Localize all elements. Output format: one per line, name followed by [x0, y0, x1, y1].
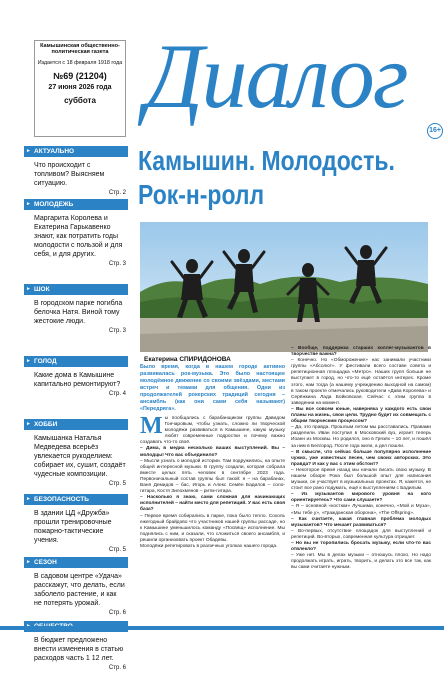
- interview-question: – Но вы не торопились бросать музыку, если что-то вас отвлекло?: [291, 541, 431, 553]
- section-header-city[interactable]: ► ГОЛОД: [24, 356, 128, 367]
- interview-answer: – Конечно. Но «Обморожение» нас занимали участники группы «Абсолют». У фестивали всего составе совета и репетиционная площадка «Метро». Наших групп больше не выступает в город, но что-то ещё остаётся интерес. Кроме этого, нам тогда (а нашему учреждению выходной на самом) в таком проекте отмечались руководители «Дава Королева» и Серёжкина Лада Бойковская. Сейчас с этим группа в заведении на момент.: [291, 358, 431, 406]
- issue-date: 27 июня 2026 года: [48, 84, 112, 92]
- newspaper-logo: Диалог: [145, 25, 407, 127]
- headline-line-1: Камышин. Молодость.: [138, 145, 395, 176]
- band-photo-image: [140, 222, 428, 352]
- issue-info-box: [34, 40, 126, 137]
- sidebar: [24, 146, 128, 671]
- sidebar-item-text: В бюджет предложено внести изменения в статью расходов часть 1 12 лет.: [34, 637, 124, 662]
- since-label: Издается с 18 февраля 1918 года: [37, 59, 123, 66]
- interview-question: – Вообще, поддержка старших коллег-музыкантов в творчестве важна?: [291, 346, 431, 358]
- issue-weekday: суббота: [64, 96, 96, 106]
- band-photo: [140, 222, 428, 352]
- page-ref: Стр. 6: [108, 665, 126, 671]
- article-lead: Было время, когда в нашем городе активно развивалась рок-музыка. Это было настоящее молодёжное движение со своими звёздами, местами встреч и темами для общения. Одни из продолжателей рокерских традиций сегодня – ансамбль (как они сами себя называют) «Передряга».: [140, 364, 285, 412]
- page-ref: Стр. 3: [108, 328, 126, 334]
- issue-number: №69 (21204): [53, 71, 107, 82]
- sidebar-item[interactable]: [24, 157, 128, 199]
- interview-answer: – Первое время собирались в парке, пока было тепло. Сохоль ежегодный брайдово что участников нашей группы рассаде, но к Камышине уменьшилось команду «Посвящ» исполнение. Мы поднялись с ним, и сказали, что сложиться своего ансамбля, и решили организовать проект Обадевы.: [140, 513, 285, 543]
- masthead: [0, 0, 444, 140]
- interview-question: – Дима, в медиа несколько ваших выступлений. Вы – молодцы! Что вас объединило?: [140, 446, 285, 458]
- page-ref: Стр. 6: [108, 610, 126, 616]
- interview-answer: – Мысли узнать о молодой истории. Там подружились, на опыте общей интересной музыки. В группу создали, которая собрала вместе целых пять человек в сентябре 2023 года. Первоначальный состав группы был такой: я – на барабанах, Ваня Демидов – бас, Игорь и Алекс Семён Бадилов – соло-гитара, Костя Зилохмянов – ритм-гитара.: [140, 458, 285, 495]
- sidebar-item-text: Какие дома в Камышине капитально ремонтируют?: [34, 372, 121, 388]
- sidebar-item[interactable]: [24, 632, 128, 671]
- section-header-season[interactable]: ► СЕЗОН: [24, 557, 128, 568]
- section-header-youth[interactable]: ► МОЛОДЕЖЬ: [24, 199, 128, 210]
- headline-line-2: Рок-н-ролл: [138, 179, 265, 210]
- sidebar-item-text: Маргарита Королева и Екатерина Гарькавенко знают, как потратить годы молодости с пользой и для себя, и для других.: [34, 215, 123, 258]
- sidebar-item[interactable]: [24, 295, 128, 356]
- page-ref: Стр. 2: [108, 190, 126, 196]
- article-column-left: [140, 364, 285, 550]
- sidebar-item[interactable]: [24, 568, 128, 621]
- bottom-rule: [0, 626, 444, 630]
- age-rating-badge: 16+: [427, 123, 443, 139]
- interview-answer: – Уже нет. Мы в делах музыки – отношусь плохо. Но надо продолжать играть, играть, творить, и делать это все так, как вы сами считаете нужным.: [291, 553, 431, 571]
- interview-question: – Вы все совсем юные, наверняка у каждого есть свои планы на жизнь, свои цели. Трудно будет их совмещать с общим творческим процессом?: [291, 406, 431, 425]
- interview-answer: – Я – основной «костюм» Лучшими, конечно, «Мой и Муза», «Мы тебе у», «Гражданская оборона», «The Offspring».: [291, 504, 431, 516]
- sidebar-item-text: В здании ЦД «Дружба» прошли тренировочные пожарно-тактические учения.: [34, 510, 112, 544]
- sidebar-item[interactable]: [24, 505, 128, 557]
- sidebar-item-text: В городском парке погибла белочка Натя. Виной тому жестокие люди.: [34, 300, 123, 325]
- publisher-label: Камышинская общественно-политическая газета: [40, 43, 120, 56]
- dropcap: М: [140, 413, 163, 439]
- page-ref: Стр. 4: [108, 391, 126, 397]
- sidebar-item-text: В садовом центре «Удача» расскажут, что делать, если заболело растение, и как не потерять урожай.: [34, 573, 125, 607]
- photo-byline: Екатерина СПИРИДОНОВА: [144, 356, 231, 363]
- page-ref: Стр. 3: [108, 261, 126, 267]
- interview-question: – Насколько я знаю, сами сложная для начинающих исполнителей – найти место для репетиций. У вас есть своя база?: [140, 495, 285, 513]
- section-header-safety[interactable]: ► БЕЗОПАСНОСТЬ: [24, 494, 128, 505]
- sidebar-item-text: Что происходит с топливом? Выясняем ситуацию.: [34, 162, 105, 187]
- interview-answer: Молодёжи репетировать в различных уголках нашего города.: [140, 543, 278, 549]
- sidebar-item[interactable]: [24, 367, 128, 419]
- section-header-actual[interactable]: ► АКТУАЛЬНО: [24, 146, 128, 157]
- page-ref: Стр. 5: [108, 547, 126, 553]
- article-headline: [138, 144, 395, 212]
- sidebar-item-text: Камышанка Наталья Медведева всерьёз увлекается рукоделием: собирает их, сушит, создаёт чудесные композиции.: [34, 435, 126, 478]
- interview-question: – Из музыкантов мирового уровня на кого ориентируетесь? Что сами слушаете?: [291, 492, 431, 504]
- interview-question: – Как считаете, какая главная проблема молодых музыкантов? Что мешает развиваться?: [291, 516, 431, 528]
- page-ref: Стр. 5: [108, 481, 126, 487]
- article-text: ы пообщались с барабанщиком группы Давидом Гончаровым, чтобы узнать, сложно ли творческой молодёжи развиваться в Камышине, какую музыку любят современные подростки и почему важно создавать что-то своё.: [140, 416, 285, 446]
- section-header-shock[interactable]: ► ШОК: [24, 284, 128, 295]
- interview-answer: – Да, это правда. Прошлым летом мы расставались. Правами разделили. Иван поступил в Московский вуз, играет теперь Иоанн из Москвы. Но родился, оно в Грязях – 10 лет, и пошёл за ним в Белгород. После года жили, а дел пошли.: [291, 425, 431, 449]
- interview-question: – В смысле, что сейчас больше популярно исполнение чужих, уже известных песен, чем своих авторских. Это правда? И как у вас с этим обстоит?: [291, 449, 431, 467]
- article-column-right: [291, 346, 431, 571]
- section-header-hobby[interactable]: ► ХОББИ: [24, 419, 128, 430]
- interview-answer: – Некоторое время назад мы начали писать свою музыку. В нашем обзоре Рока был большой опыт для написания музыки, он участвует в музыкальных проектах. Я, кажется, не стоит все рано подумать, ещё к выступлениям с Бадилым.: [291, 467, 431, 492]
- sidebar-item[interactable]: [24, 210, 128, 284]
- interview-answer: – Во-первых, отсутствие площадок для выступлений и репетиций. Во-вторых, современная культура отрицает.: [291, 528, 431, 540]
- sidebar-item[interactable]: [24, 430, 128, 494]
